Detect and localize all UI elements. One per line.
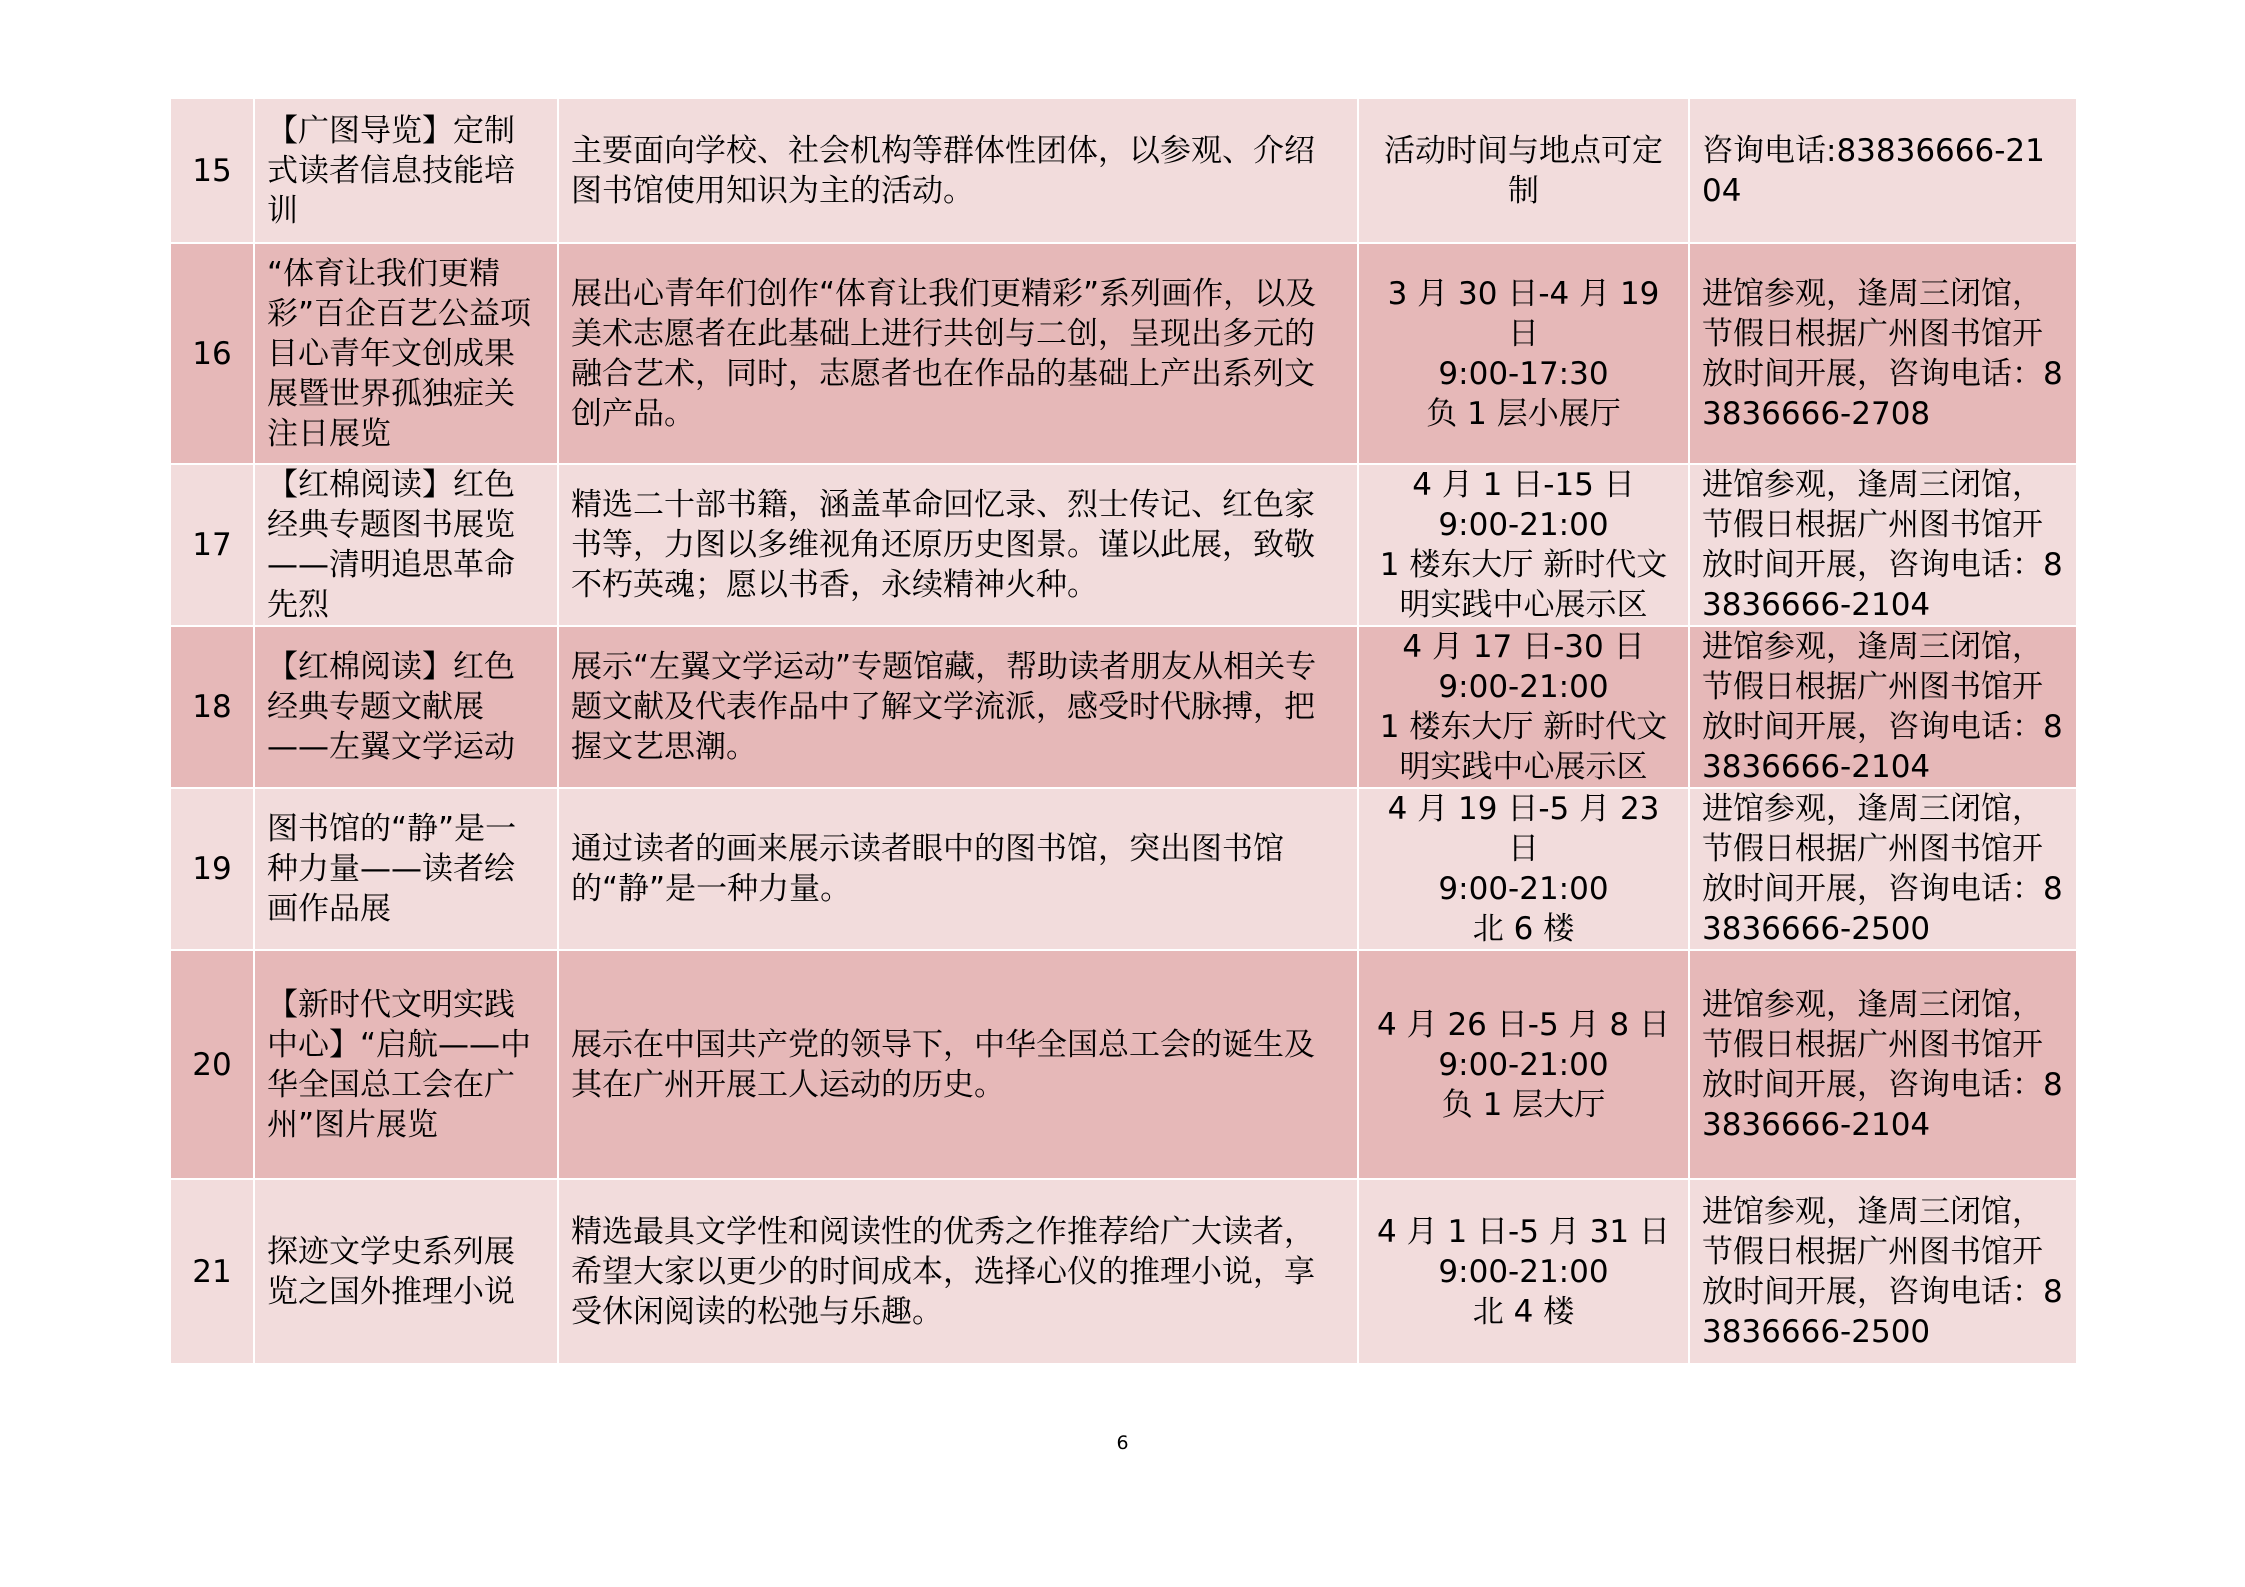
row-number: 15 xyxy=(170,98,254,243)
event-note: 进馆参观，逢周三闭馆，节假日根据广州图书馆开放时间开展，咨询电话：83836666-2104 xyxy=(1689,950,2077,1179)
event-note: 进馆参观，逢周三闭馆，节假日根据广州图书馆开放时间开展，咨询电话：83836666-2708 xyxy=(1689,243,2077,464)
event-time-location xyxy=(1358,464,1689,626)
event-name: “体育让我们更精彩”百企百艺公益项目心青年文创成果展暨世界孤独症关注日展览 xyxy=(254,243,558,464)
events-table xyxy=(169,97,2078,1365)
location-line: 1 楼东大厅 新时代文明实践中心展示区 xyxy=(1379,709,1668,785)
date-line: 4 月 17 日-30 日 xyxy=(1402,629,1645,665)
table-row xyxy=(170,1179,2077,1364)
location-line: 负 1 层大厅 xyxy=(1441,1086,1606,1123)
event-note: 进馆参观，逢周三闭馆，节假日根据广州图书馆开放时间开展，咨询电话：83836666-2500 xyxy=(1689,788,2077,950)
date-line: 3 月 30 日-4 月 19 日 xyxy=(1387,275,1660,352)
row-number: 18 xyxy=(170,626,254,788)
location-line: 1 楼东大厅 新时代文明实践中心展示区 xyxy=(1379,547,1668,623)
event-time-location xyxy=(1358,788,1689,950)
table-row xyxy=(170,98,2077,243)
table-row xyxy=(170,243,2077,464)
event-description: 主要面向学校、社会机构等群体性团体，以参观、介绍图书馆使用知识为主的活动。 xyxy=(558,98,1358,243)
time-line: 活动时间与地点可定制 xyxy=(1384,132,1663,209)
row-number: 21 xyxy=(170,1179,254,1364)
row-number: 19 xyxy=(170,788,254,950)
row-number: 20 xyxy=(170,950,254,1179)
event-time-location xyxy=(1358,626,1689,788)
date-line: 4 月 1 日-5 月 31 日 xyxy=(1377,1213,1670,1250)
event-time-location xyxy=(1358,243,1689,464)
table-row xyxy=(170,950,2077,1179)
event-name: 【广图导览】定制式读者信息技能培训 xyxy=(254,98,558,243)
event-name: 探迹文学史系列展览之国外推理小说 xyxy=(254,1179,558,1364)
event-note: 进馆参观，逢周三闭馆，节假日根据广州图书馆开放时间开展，咨询电话：83836666-2500 xyxy=(1689,1179,2077,1364)
date-line: 4 月 1 日-15 日 xyxy=(1412,467,1635,503)
event-time-location xyxy=(1358,98,1689,243)
event-time-location xyxy=(1358,1179,1689,1364)
location-line: 北 4 楼 xyxy=(1472,1293,1575,1330)
hours-line: 9:00-21:00 xyxy=(1438,507,1609,543)
event-description: 展出心青年们创作“体育让我们更精彩”系列画作，以及美术志愿者在此基础上进行共创与二创，呈现出多元的融合艺术，同时，志愿者也在作品的基础上产出系列文创产品。 xyxy=(558,243,1358,464)
event-description: 展示“左翼文学运动”专题馆藏，帮助读者朋友从相关专题文献及代表作品中了解文学流派，感受时代脉搏，把握文艺思潮。 xyxy=(558,626,1358,788)
hours-line: 9:00-21:00 xyxy=(1438,1046,1609,1083)
event-description: 精选最具文学性和阅读性的优秀之作推荐给广大读者，希望大家以更少的时间成本，选择心仪的推理小说，享受休闲阅读的松弛与乐趣。 xyxy=(558,1179,1358,1364)
event-name: 【红棉阅读】红色经典专题文献展——左翼文学运动 xyxy=(254,626,558,788)
event-description: 通过读者的画来展示读者眼中的图书馆，突出图书馆的“静”是一种力量。 xyxy=(558,788,1358,950)
date-line: 4 月 26 日-5 月 8 日 xyxy=(1377,1006,1670,1043)
event-name: 【新时代文明实践中心】“启航——中华全国总工会在广州”图片展览 xyxy=(254,950,558,1179)
table-row xyxy=(170,626,2077,788)
location-line: 北 6 楼 xyxy=(1472,911,1575,947)
event-description: 精选二十部书籍，涵盖革命回忆录、烈士传记、红色家书等，力图以多维视角还原历史图景。谨以此展，致敬不朽英魂；愿以书香，永续精神火种。 xyxy=(558,464,1358,626)
hours-line: 9:00-17:30 xyxy=(1438,355,1609,392)
row-number: 16 xyxy=(170,243,254,464)
page-number: 6 xyxy=(1116,1432,1129,1454)
table-row xyxy=(170,788,2077,950)
hours-line: 9:00-21:00 xyxy=(1438,1253,1609,1290)
hours-line: 9:00-21:00 xyxy=(1438,669,1609,705)
hours-line: 9:00-21:00 xyxy=(1438,871,1609,907)
event-name: 【红棉阅读】红色经典专题图书展览——清明追思革命先烈 xyxy=(254,464,558,626)
row-number: 17 xyxy=(170,464,254,626)
event-description: 展示在中国共产党的领导下，中华全国总工会的诞生及其在广州开展工人运动的历史。 xyxy=(558,950,1358,1179)
event-time-location xyxy=(1358,950,1689,1179)
date-line: 4 月 19 日-5 月 23 日 xyxy=(1387,791,1660,867)
event-note: 进馆参观，逢周三闭馆，节假日根据广州图书馆开放时间开展，咨询电话：83836666-2104 xyxy=(1689,626,2077,788)
location-line: 负 1 层小展厅 xyxy=(1426,395,1621,432)
event-name: 图书馆的“静”是一种力量——读者绘画作品展 xyxy=(254,788,558,950)
table-row xyxy=(170,464,2077,626)
event-note: 咨询电话:83836666-2104 xyxy=(1689,98,2077,243)
event-note: 进馆参观，逢周三闭馆，节假日根据广州图书馆开放时间开展，咨询电话：83836666-2104 xyxy=(1689,464,2077,626)
